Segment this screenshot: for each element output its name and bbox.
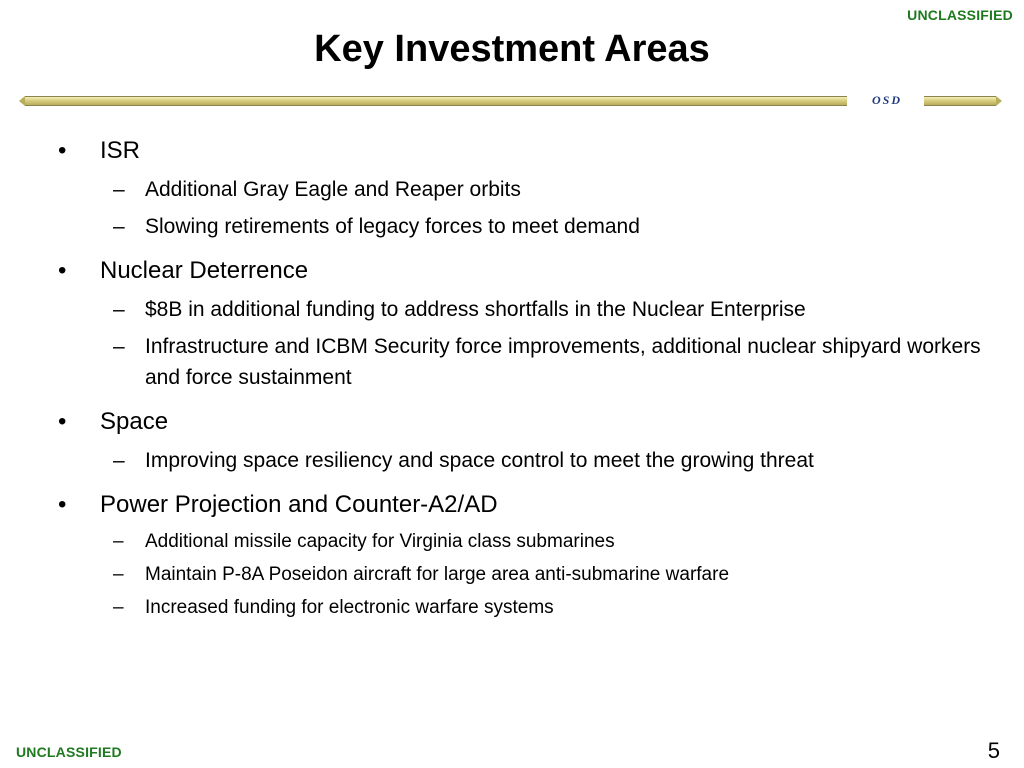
dash-icon: – bbox=[113, 298, 125, 321]
sub-bullet bbox=[58, 528, 988, 555]
bullet-dot-icon: • bbox=[58, 491, 67, 518]
sub-bullet-text: Additional missile capacity for Virginia class submarines bbox=[145, 531, 615, 552]
sub-bullet bbox=[58, 594, 988, 621]
sub-bullet-text: $8B in additional funding to address shortfalls in the Nuclear Enterprise bbox=[145, 298, 806, 321]
slide-title: Key Investment Areas bbox=[314, 28, 710, 70]
sub-bullet bbox=[58, 211, 988, 242]
sub-bullet-text: Improving space resiliency and space control to meet the growing threat bbox=[145, 449, 814, 472]
osd-mark: OSD bbox=[872, 93, 903, 107]
bullet-list bbox=[58, 134, 988, 633]
dash-icon: – bbox=[113, 449, 125, 472]
classification-banner-bottom: UNCLASSIFIED bbox=[16, 744, 122, 760]
sub-bullet-text: Slowing retirements of legacy forces to meet demand bbox=[145, 215, 640, 238]
sub-bullet-text: Maintain P-8A Poseidon aircraft for large area anti-submarine warfare bbox=[145, 564, 730, 585]
page-number: 5 bbox=[987, 738, 1000, 763]
bullet-heading-text: Space bbox=[100, 408, 169, 435]
dash-icon: – bbox=[113, 531, 124, 552]
sub-bullet bbox=[58, 331, 988, 393]
section-space bbox=[58, 405, 988, 476]
section-isr bbox=[58, 134, 988, 242]
section-nuclear-deterrence bbox=[58, 254, 988, 393]
bullet-dot-icon: • bbox=[58, 257, 67, 284]
sub-bullet bbox=[58, 294, 988, 325]
bullet-heading-text: Nuclear Deterrence bbox=[100, 257, 309, 284]
sub-bullet bbox=[58, 174, 988, 205]
bullet-heading-text: ISR bbox=[100, 137, 141, 164]
dash-icon: – bbox=[113, 178, 125, 201]
title-rule-right bbox=[924, 96, 996, 106]
bullet-heading bbox=[58, 134, 988, 168]
bullet-dot-icon: • bbox=[58, 137, 67, 164]
sub-bullet bbox=[58, 445, 988, 476]
bullet-heading-text: Power Projection and Counter-A2/AD bbox=[100, 491, 498, 518]
bullet-heading bbox=[58, 254, 988, 288]
sub-bullet-text: Infrastructure and ICBM Security force improvements, additional nuclear shipyard workers and force sustainment bbox=[145, 335, 981, 389]
dash-icon: – bbox=[113, 215, 125, 238]
sub-bullet-text: Additional Gray Eagle and Reaper orbits bbox=[145, 178, 521, 201]
bullet-heading bbox=[58, 488, 988, 522]
bullet-heading bbox=[58, 405, 988, 439]
sub-bullet bbox=[58, 561, 988, 588]
sub-bullet-text: Increased funding for electronic warfare systems bbox=[145, 597, 554, 618]
dash-icon: – bbox=[113, 564, 124, 585]
classification-banner-top: UNCLASSIFIED bbox=[907, 7, 1013, 23]
dash-icon: – bbox=[113, 597, 124, 618]
section-power-projection bbox=[58, 488, 988, 621]
title-rule-left bbox=[25, 96, 847, 106]
bullet-dot-icon: • bbox=[58, 408, 67, 435]
dash-icon: – bbox=[113, 335, 125, 358]
